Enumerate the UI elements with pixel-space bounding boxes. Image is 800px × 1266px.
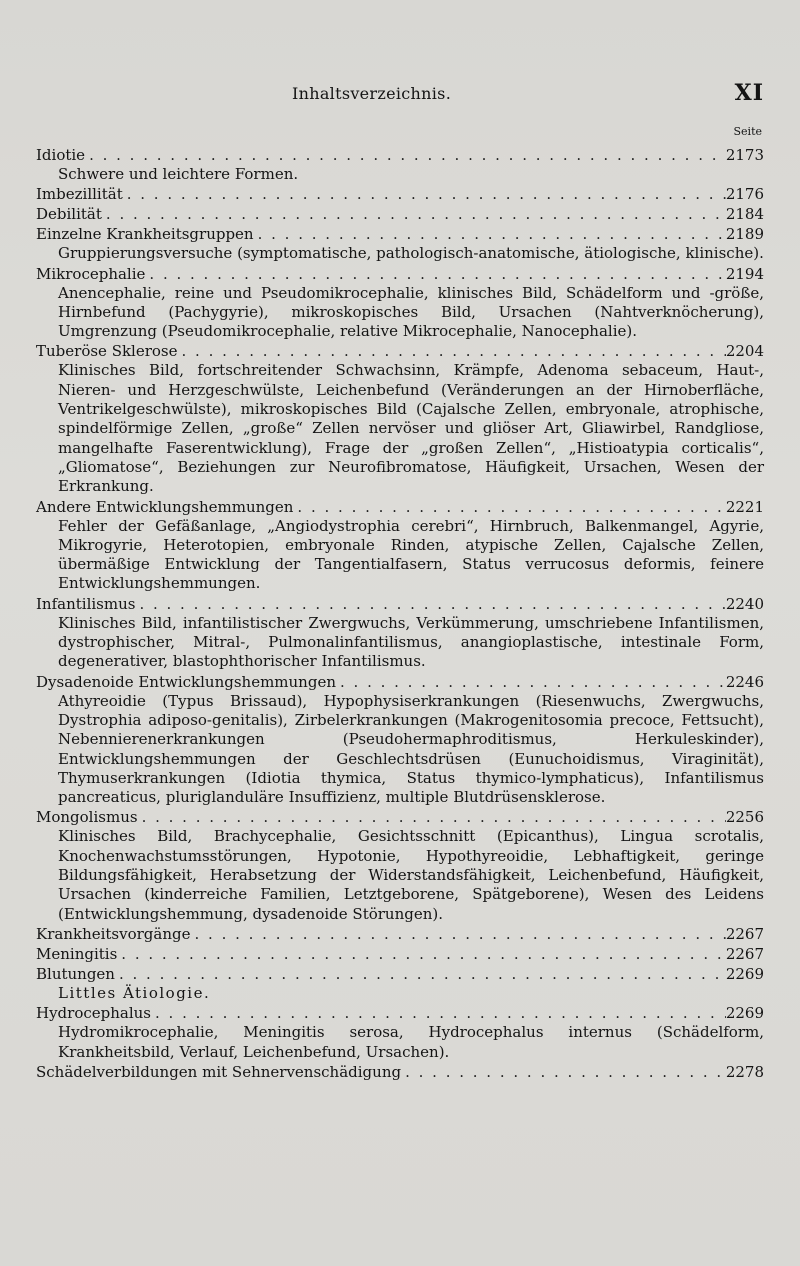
toc-entry-title: Mongolismus [36, 808, 138, 827]
toc-entry-tuberoese-sklerose [36, 341, 764, 496]
toc-entry-description: Gruppierungsversuche (symptomatische, pathologisch-anatomische, ätiologische, klinische). [58, 244, 764, 263]
toc-entry-dysadenoide [36, 672, 764, 808]
toc-entry-title: Schädelverbildungen mit Sehnervenschädigung [36, 1062, 402, 1081]
toc-entry-page: 2189 [725, 225, 764, 244]
toc-entry-description: Klinisches Bild, fortschreitender Schwachsinn, Krämpfe, Adenoma sebaceum, Haut-, Nieren- und Herzgeschwülste, Leichenbefund (Veränderungen an der Hirnoberfläche, Ventrikelgeschwülste), mikroskopisches Bild (Cajalsche Zellen, embryonale, atrophische, spindelförmige Zellen, „große“ Zellen nervöser und gliöser Art, Gliawirbel, Randgliose, mangelhafte Faserentwicklung), Frage der „großen Zellen“, „Histioatypia corticalis“, „Gliomatose“, Beziehungen zur Neurofibromatose, Häufigkeit, Ursachen, Wesen der Erkrankung. [58, 361, 764, 496]
page-column-label: Seite [733, 125, 762, 138]
toc-entry-page: 2269 [725, 964, 764, 983]
toc-entry-title: Krankheitsvorgänge [36, 924, 191, 943]
toc-entry-description: Athyreoidie (Typus Brissaud), Hypophysiserkrankungen (Riesenwuchs, Zwergwuchs, Dystrophia adiposo-genitalis), Zirbelerkrankungen (Makrogenitosomia precoce, Fettsucht), Nebennierenerkrankungen (Pseudohermaphroditismus, Herkuleskinder), Entwicklungshemmungen der Geschlechtsdrüsen (Eunuchoidismus, Viraginität), Thymuserkrankungen (Idiotia thymica, Status thymico-lymphaticus), Infantilismus pancreaticus, pluriglanduläre Insuffizienz, multiple Blutdrüsensklerose. [58, 691, 764, 807]
leader-dots [117, 944, 726, 964]
toc-entry-blutungen [36, 964, 764, 1003]
toc-entry-schaedelverbildungen [36, 1062, 764, 1082]
toc-entry-page: 2194 [725, 264, 764, 283]
leader-dots [254, 224, 726, 244]
toc-entry-description: Littles Ätiologie. [58, 983, 211, 1002]
leader-dots [178, 341, 726, 361]
toc-entry-mikrocephalie [36, 264, 764, 342]
toc-entry-page: 2278 [725, 1062, 764, 1081]
leader-dots [191, 924, 726, 944]
toc-entry-title: Einzelne Krankheitsgruppen [36, 225, 254, 244]
toc-entry-hydrocephalus [36, 1003, 764, 1062]
toc-entry-mongolismus [36, 807, 764, 923]
toc-entry-page: 2256 [725, 808, 764, 827]
toc-entry-description: Anencephalie, reine und Pseudomikrocephalie, klinisches Bild, Schädelform und -größe, Hirnbefund (Pachygyrie), mikroskopisches Bild, Ursachen (Nahtverknöcherung), Umgrenzung (Pseudomikrocephalie, relative Mikrocephalie, Nanocephalie). [58, 283, 764, 341]
leader-dots [123, 184, 726, 204]
toc-entry-page: 2267 [725, 944, 764, 963]
toc-entry-entwicklungshemmungen [36, 497, 764, 594]
toc-entry-meningitis [36, 944, 764, 964]
toc-entry-krankheitsgruppen [36, 224, 764, 263]
toc-entry-page: 2184 [725, 205, 764, 224]
toc-entry-description: Schwere und leichtere Formen. [58, 165, 299, 183]
toc-entry-description: Fehler der Gefäßanlage, „Angiodystrophia cerebri“, Hirnbruch, Balkenmangel, Agyrie, Mikrogyrie, Heterotopien, embryonale Rinden, atypische Zellen, Cajalsche Zellen, übermäßige Entwicklung der Tangentialfasern, Status verrucosus deformis, feinere Entwicklungshemmungen. [58, 516, 764, 593]
toc-entry-idiotie [36, 145, 764, 184]
toc-entry-title: Debilität [36, 205, 102, 224]
toc-entry-title: Idiotie [36, 146, 86, 164]
running-title: Inhaltsverzeichnis. [292, 84, 452, 103]
leader-dots [145, 264, 725, 284]
leader-dots [85, 145, 726, 165]
toc-entry-title: Andere Entwicklungshemmungen [36, 497, 294, 516]
toc-entry-description: Klinisches Bild, infantilistischer Zwergwuchs, Verkümmerung, umschriebene Infantilismen, dystrophischer, Mitral-, Pulmonalinfantilismus, anangioplastische, intestinale Form, degenerativer, blastophthorischer Infantilismus. [58, 613, 764, 671]
toc-entry-title: Meningitis [36, 944, 118, 963]
leader-dots [138, 807, 726, 827]
toc-entry-page: 2269 [725, 1004, 764, 1023]
toc-entry-title: Hydrocephalus [36, 1004, 151, 1023]
leader-dots [135, 594, 725, 614]
toc-entry-title: Infantilismus [36, 594, 136, 613]
toc-entry-title: Blutungen [36, 964, 115, 983]
toc-entry-title: Dysadenoide Entwicklungshemmungen [36, 672, 336, 691]
toc-entry-description: Klinisches Bild, Brachycephalie, Gesichtsschnitt (Epicanthus), Lingua scrotalis, Knochenwachstumsstörungen, Hypotonie, Hypothyreoidie, Lebhaftigkeit, geringe Bildungsfähigkeit, Herabsetzung der Widerstandsfähigkeit, Leichenbefund, Häufigkeit, Ursachen (kinderreiche Familien, Letztgeborene, Spätgeborene), Wesen des Leidens (Entwicklungshemmung, dysadenoide Störungen). [58, 827, 764, 923]
toc-entry-krankheitsvorgaenge [36, 924, 764, 944]
toc-entry-page: 2176 [725, 185, 764, 204]
leader-dots [115, 964, 726, 984]
page-number: XI [734, 80, 764, 106]
leader-dots [102, 204, 726, 224]
toc-entry-page: 2173 [725, 146, 764, 164]
toc-entry-infantilismus [36, 594, 764, 672]
toc-entry-title: Tuberöse Sklerose [36, 342, 178, 361]
toc-entry-description: Hydromikrocephalie, Meningitis serosa, Hydrocephalus internus (Schädelform, Krankheitsbild, Verlauf, Leichenbefund, Ursachen). [58, 1023, 764, 1061]
toc-entry-page: 2246 [725, 672, 764, 691]
toc-entry-debilitaet [36, 204, 764, 224]
toc-entry-page: 2240 [725, 594, 764, 613]
toc-entry-title: Imbezillität [36, 185, 123, 204]
toc-entry-page: 2221 [725, 497, 764, 516]
leader-dots [336, 672, 726, 692]
toc-entry-page: 2204 [725, 342, 764, 361]
toc-entry-page: 2267 [725, 924, 764, 943]
leader-dots [151, 1003, 726, 1023]
toc-entry-title: Mikrocephalie [36, 264, 146, 283]
page-header [0, 82, 800, 110]
leader-dots [293, 497, 725, 517]
leader-dots [401, 1062, 726, 1082]
table-of-contents [36, 145, 764, 1082]
toc-entry-imbezillitaet [36, 184, 764, 204]
